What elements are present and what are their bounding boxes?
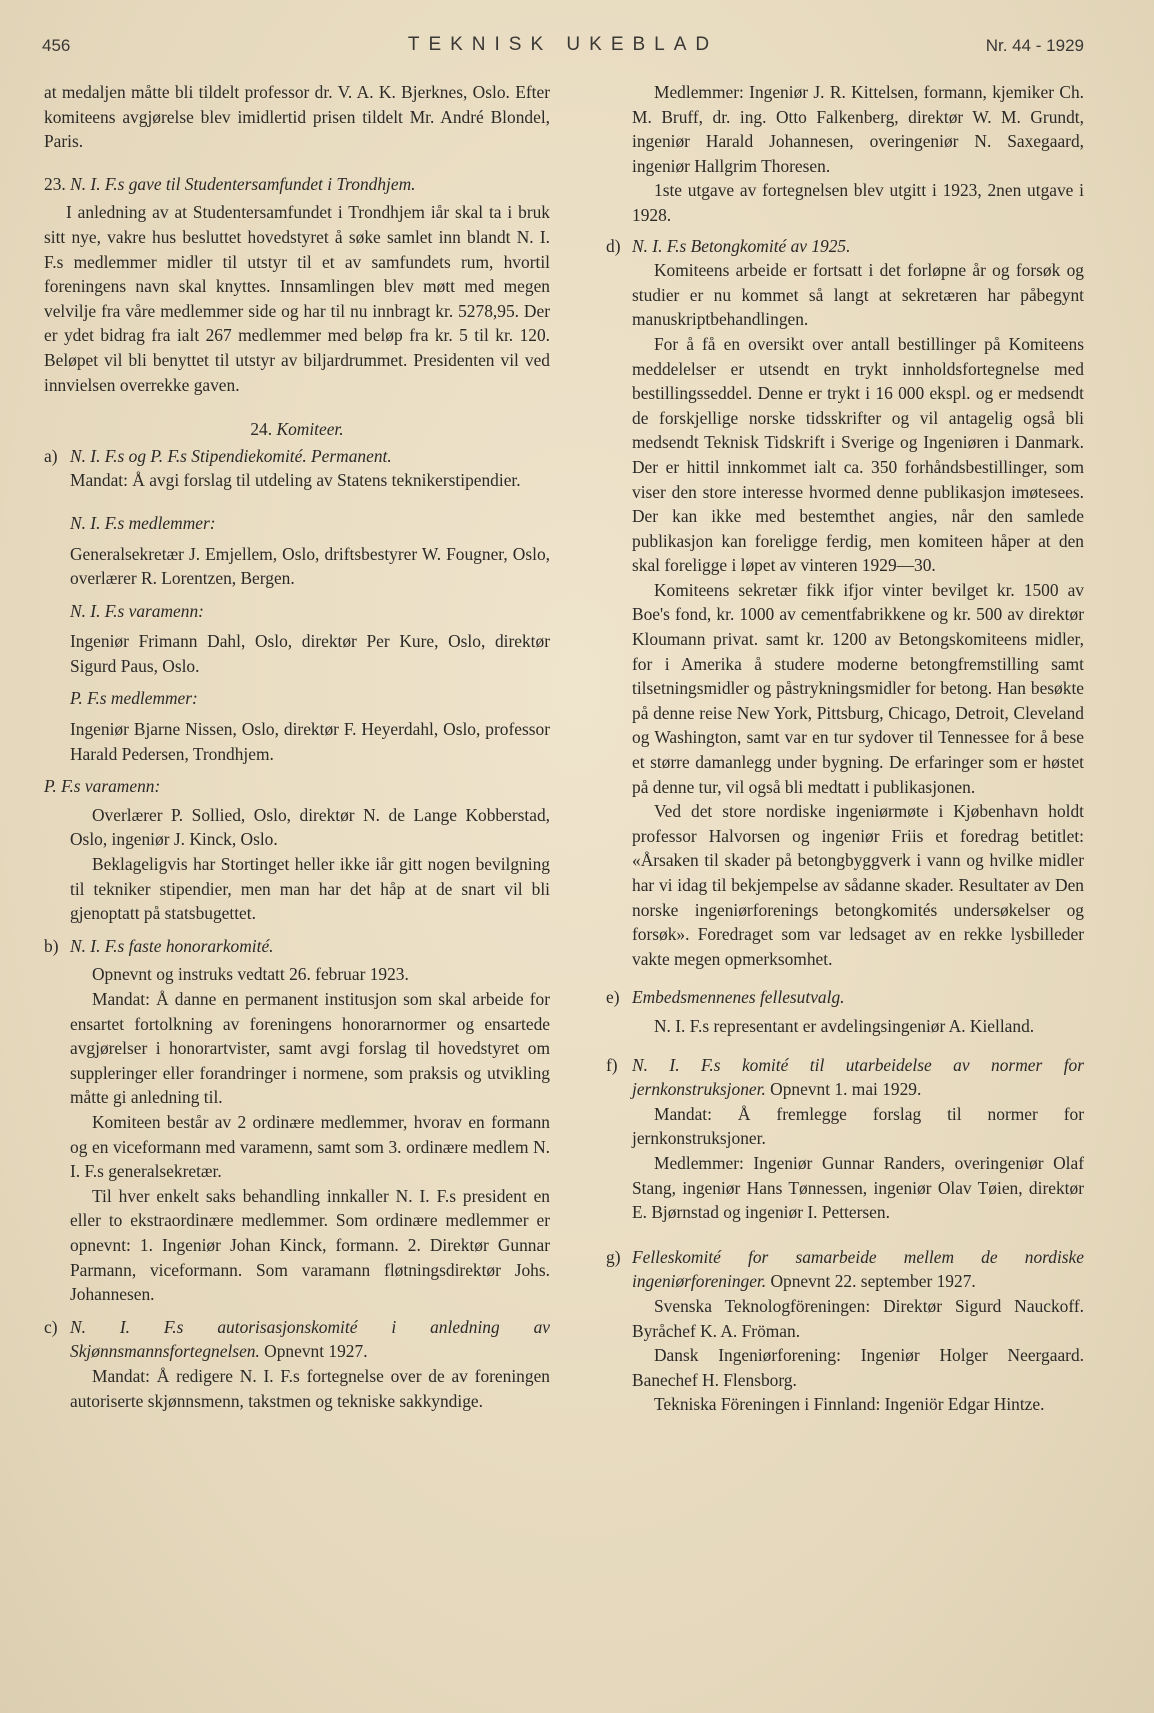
item-a-label: a) (44, 445, 58, 466)
item-a-subheading-3: P. F.s medlemmer: (70, 688, 198, 709)
item-a-text-5: Beklageligvis har Stortinget heller ikke iår gitt nogen bevilgning til tekniker stipendier, men man har det håp at de snart vil bli gjenoptatt på statsbugettet. (70, 854, 550, 924)
item-c-para-1: Mandat: Å redigere N. I. F.s fortegnelse over de av foreningen autoriserte skjønnsmenn, takstmen og tekniske sakkyndige. (70, 1365, 550, 1411)
item-c-title-rest: Opnevnt 1927. (259, 1341, 368, 1362)
item-d-para-4: Ved det store nordiske ingeniørmøte i Kjøbenhavn holdt professor Halvorsen og ingeniør Friis et foredrag betitlet: «Årsaken til skader på betongbyggverk i vann og hvilke midler har vi idag til bekjempelse av sådanne skader. Resultater av Den norske ingeniørforenings betongkomités undersøkelser og forsøk». Foredraget som var ledsaget av en rekke lysbilleder vakte megen opmerksomhet. (632, 801, 1084, 969)
section-23-number: 23. (44, 173, 66, 194)
item-g-para-3: Tekniska Föreningen i Finnland: Ingeniör Edgar Hintze. (654, 1394, 1045, 1415)
item-c-para-2: Medlemmer: Ingeniør J. R. Kittelsen, formann, kjemiker Ch. M. Bruff, dr. ing. Otto Falkenberg, direktør W. M. Grundt, ingeniør Harald Johannesen, overingeniør N. Saxegaard, ingeniør Hallgrim Thoresen. (632, 82, 1084, 176)
item-b-para-4: Til hver enkelt saks behandling innkaller N. I. F.s president en eller to ekstraordinære medlemmer. Som ordinære medlemmer er opnevnt: 1. Ingeniør Johan Kinck, formann. 2. Direktør Gunnar Parmann, viceformann. Som varamann fløtningsdirektør Johs. Johannesen. (70, 1185, 550, 1305)
item-c-para-3: 1ste utgave av fortegnelsen blev utgitt i 1923, 2nen utgave i 1928. (632, 180, 1084, 225)
section-23-heading (44, 172, 550, 197)
item-d (606, 234, 1084, 972)
item-c (44, 1315, 550, 1413)
item-c-title: N. I. F.s autorisasjonskomité i anledning av Skjønnsmannsfortegnelsen. (70, 1316, 550, 1362)
page-number: 456 (42, 36, 71, 55)
item-e-title: Embedsmennenes fellesutvalg. (632, 987, 845, 1008)
item-g (606, 1245, 1084, 1417)
item-a-text-1: Generalsekretær J. Emjellem, Oslo, driftsbestyrer W. Fougner, Oslo, overlærer R. Lorentzen, Bergen. (70, 543, 550, 589)
item-e-label: e) (606, 987, 620, 1008)
item-d-para-3: Komiteens sekretær fikk ifjor vinter bevilget kr. 1500 av Boe's fond, kr. 1000 av cementfabrikkene og kr. 500 av direktør Kloumann privat. samt kr. 1200 av Betongskomiteens midler, for i Amerika å studere moderne betongfremstilling samt tilsetningsmidler og påstrykningsmidler for betong. Han besøkte på denne reise New York, Pittsburg, Chicago, Detroit, Cleveland og Washington, samt var en tur sydover til Tennessee for å bese et større damanlegg under bygning. De erfaringer som er høstet på denne tur, vil også bli medtatt i publikasjonen. (632, 579, 1084, 797)
right-column (606, 80, 1084, 1417)
item-b-title: N. I. F.s faste honorarkomité. (70, 935, 274, 956)
item-e (606, 985, 1084, 1038)
item-f-title: N. I. F.s komité til utarbeidelse av normer for jernkonstruksjoner. (632, 1054, 1084, 1100)
item-b-label: b) (44, 935, 59, 956)
item-f-para-1: Mandat: Å fremlegge forslag til normer for jernkonstruksjoner. (632, 1103, 1084, 1149)
item-g-title-rest: Opnevnt 22. september 1927. (766, 1271, 976, 1292)
intro-paragraph: at medaljen måtte bli tildelt professor dr. V. A. K. Bjerknes, Oslo. Efter komiteens avgjørelse blev imidlertid prisen tildelt Mr. André Blondel, Paris. (44, 82, 550, 152)
section-24-heading (44, 417, 550, 442)
item-d-para-1: Komiteens arbeide er fortsatt i det forløpne år og forsøk og studier er nu kommet så langt at sekretæren har påbegynt manuskriptbehandlingen. (632, 260, 1084, 330)
journal-title: TEKNISK UKEBLAD (407, 34, 719, 55)
item-f-label: f) (606, 1054, 618, 1075)
item-b (44, 934, 550, 1307)
item-f (606, 1053, 1084, 1225)
item-b-para-3: Komiteen består av 2 ordinære medlemmer, hvorav en formann og en viceformann med varamenn, samt som 3. ordinære medlem N. I. F.s generalsekretær. (70, 1111, 550, 1182)
item-g-title: Felleskomité for samarbeide mellem de nordiske ingeniørforeninger. (632, 1246, 1084, 1292)
item-a-subheading-1: N. I. F.s medlemmer: (70, 512, 216, 533)
item-f-para-2: Medlemmer: Ingeniør Gunnar Randers, overingeniør Olaf Stang, ingeniør Hans Tønnessen, ingeniør Olav Tøien, direktør E. Bjørnstad og ingeniør I. Pettersen. (632, 1152, 1084, 1223)
item-a-text-4: Overlærer P. Sollied, Oslo, direktør N. de Lange Kobberstad, Oslo, ingeniør J. Kinck, Oslo. (70, 804, 550, 850)
item-d-para-2: For å få en oversikt over antall bestillinger på Komiteens meddelelser er utsendt en trykt innholdsfortegnelse med bestillingsseddel. Denne er trykt i 16 000 ekspl. og er medsendt de forskjellige norske tidsskrifter og vil antagelig også bli medsendt Teknisk Tidskrift i Sverige og Ingeniøren i Danmark. Der er hittil innkommet ialt ca. 350 forhåndsbestillinger, som viser den store interesse hvormed denne publikasjon imøtesees. Der kan ikke med bestemthet angies, når den samlede publikasjon kan foreligge ferdig, men komiteen håper at den skal foreligge i løpet av vinteren 1929—30. (632, 333, 1084, 576)
item-f-title-rest: Opnevnt 1. mai 1929. (765, 1079, 922, 1100)
page-header (42, 36, 1084, 60)
item-b-para-2: Mandat: Å danne en permanent institusjon som skal arbeide for ensartet fortolkning av foreningens honorarnormer og ensartede avgjørelser i honorartvister, samt avgi forslag til hovedstyret om suppleringer eller forandringer i normene, som praksis og utvikling måtte gi anledning til. (70, 989, 550, 1108)
item-d-label: d) (606, 235, 621, 256)
item-c-label: c) (44, 1316, 58, 1337)
section-24-number: 24. (250, 419, 273, 440)
item-g-label: g) (606, 1246, 621, 1267)
item-g-para-1: Svenska Teknologföreningen: Direktør Sigurd Nauckoff. Byråchef K. A. Fröman. (632, 1295, 1084, 1341)
item-a-mandate: Mandat: Å avgi forslag til utdeling av Statens teknikerstipendier. (70, 470, 521, 491)
item-a-title: N. I. F.s og P. F.s Stipendiekomité. Permanent. (70, 445, 392, 466)
item-a (44, 444, 550, 767)
section-23-title: N. I. F.s gave til Studentersamfundet i Trondhjem. (70, 173, 416, 194)
section-23-text: I anledning av at Studentersamfundet i Trondhjem iår skal ta i bruk sitt nye, vakre hus besluttet hovedstyret å søke samlet inn blandt N. I. F.s medlemmer midler til utstyr til et av samfundets rum, hvortil foreningens navn skal knyttes. Innsamlingen blev møtt med megen velvilje fra våre medlemmer side og har til nu innbragt kr. 5278,95. Der er ydet bidrag fra ialt 267 medlemmer med beløp fra kr. 5 til kr. 120. Beløpet vil bli benyttet til utstyr av biljardrummet. Presidenten vil ved innvielsen overrekke gaven. (44, 202, 550, 395)
item-e-para-1: N. I. F.s representant er avdelingsingeniør A. Kielland. (654, 1015, 1035, 1036)
issue-number: Nr. 44 - 1929 (985, 36, 1084, 55)
item-a-subheading-2: N. I. F.s varamenn: (70, 600, 204, 621)
item-d-title: N. I. F.s Betongkomité av 1925. (632, 235, 851, 256)
item-a-text-2: Ingeniør Frimann Dahl, Oslo, direktør Per Kure, Oslo, direktør Sigurd Paus, Oslo. (70, 631, 550, 676)
item-a-subheading-4: P. F.s varamenn: (44, 776, 161, 797)
left-column (44, 80, 550, 1413)
item-b-para-1: Opnevnt og instruks vedtatt 26. februar 1923. (92, 964, 409, 985)
item-g-para-2: Dansk Ingeniørforening: Ingeniør Holger Neergaard. Banechef H. Flensborg. (632, 1345, 1084, 1390)
section-24-title: Komiteer. (276, 419, 344, 440)
item-a-text-3: Ingeniør Bjarne Nissen, Oslo, direktør F. Heyerdahl, Oslo, professor Harald Pedersen, Trondhjem. (70, 719, 550, 764)
